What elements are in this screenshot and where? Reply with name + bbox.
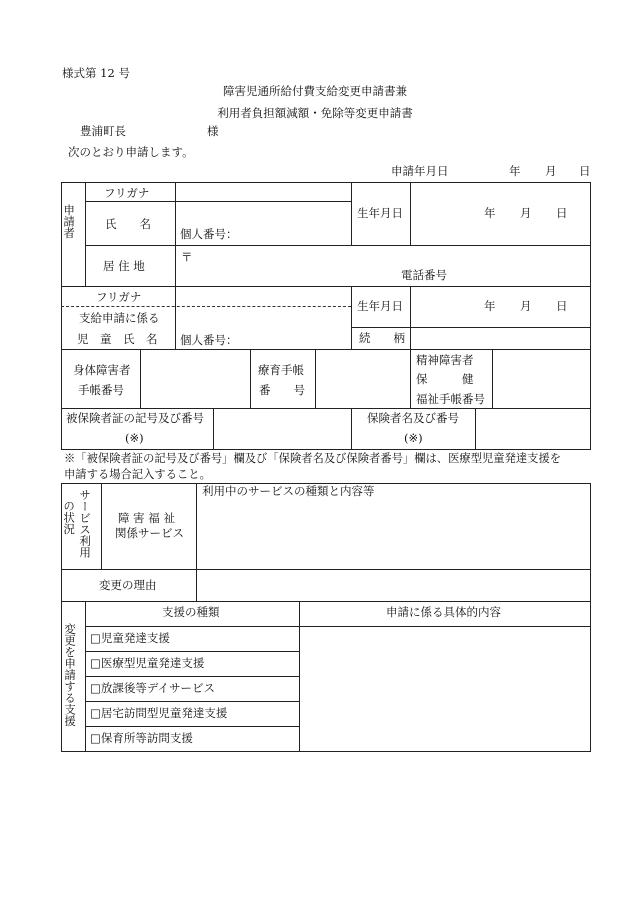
col-separator — [85, 182, 86, 286]
col-separator — [410, 182, 411, 245]
ryoiku-handbook-line-2: 番 号 — [259, 383, 305, 397]
services-in-use-header: 利用中のサービスの種類と内容等 — [202, 484, 375, 498]
child-label-line-1: 支給申請に係る — [79, 311, 160, 325]
form-number: 様式第 12 号 — [62, 66, 130, 80]
col-separator — [492, 349, 493, 409]
support-option-child-development[interactable]: □児童発達支援 — [90, 631, 170, 645]
applicant-birth-date-label: 生年月日 — [357, 206, 403, 220]
ryoiku-handbook-line-1: 療育手帳 — [258, 363, 304, 377]
mental-handbook-line-1: 精神障害者 — [416, 353, 474, 367]
col-separator — [175, 182, 176, 350]
support-option-after-school-day-service[interactable]: □放課後等デイサービス — [90, 681, 216, 695]
child-birth-day-unit: 日 — [556, 299, 568, 313]
child-birth-year-unit: 年 — [484, 299, 496, 313]
row-separator — [85, 245, 591, 246]
row-separator — [61, 569, 591, 570]
col-separator — [351, 286, 352, 350]
support-option-medical-child-development[interactable]: □医療型児童発達支援 — [90, 656, 205, 670]
mental-handbook-line-3: 福祉手帳番号 — [416, 392, 485, 406]
col-separator — [250, 349, 251, 409]
change-reason-label: 変更の理由 — [99, 578, 157, 592]
service-status-label: の状況 — [62, 500, 77, 535]
insurer-label-line-1: 保険者名及び番号 — [367, 411, 459, 425]
child-birth-date-label: 生年月日 — [357, 299, 403, 313]
intro-text: 次のとおり申請します。 — [68, 145, 194, 159]
welfare-service-line-2: 関係サービス — [115, 526, 184, 540]
row-separator — [85, 701, 299, 702]
row-separator — [85, 676, 299, 677]
row-separator — [351, 327, 591, 328]
row-separator — [61, 286, 591, 287]
col-separator — [315, 349, 316, 409]
child-my-number-label: 個人番号： — [180, 333, 238, 347]
col-separator — [140, 349, 141, 409]
child-birth-month-unit: 月 — [520, 299, 532, 313]
mental-handbook-line-2: 保 健 — [416, 372, 474, 386]
support-option-home-visit-development[interactable]: □居宅訪問型児童発達支援 — [90, 706, 228, 720]
insured-card-label-line-2: (※) — [125, 431, 144, 445]
insured-card-label-line-1: 被保険者証の記号及び番号 — [66, 411, 204, 425]
row-separator — [85, 626, 591, 627]
note-line-1: ※「被保険者証の記号及び番号」欄及び「保険者名及び保険者番号」欄は、医療型児童発達支援を — [64, 452, 562, 465]
row-separator — [85, 651, 299, 652]
applicant-name-label: 氏 名 — [105, 217, 151, 231]
applicant-furigana-label: フリガナ — [104, 186, 150, 200]
insurer-label-line-2: (※) — [404, 431, 423, 445]
support-type-header: 支援の種類 — [162, 605, 220, 619]
postal-mark: 〒 — [181, 250, 193, 264]
col-separator — [351, 408, 352, 450]
col-separator — [213, 408, 214, 450]
col-separator — [475, 408, 476, 450]
application-month-unit: 月 — [545, 164, 557, 178]
support-option-nursery-visit-support[interactable]: □保育所等訪問支援 — [90, 731, 193, 745]
note-line-2: 申請する場合記入すること。 — [64, 468, 211, 481]
child-furigana-label: フリガナ — [96, 290, 142, 304]
support-side-label: 変更を申請する支援 — [63, 623, 78, 727]
title-line-2: 利用者負担額減額・免除等変更申請書 — [217, 106, 413, 120]
col-separator — [196, 483, 197, 602]
application-date-label: 申請年月日 — [391, 164, 449, 178]
applicant-birth-month-unit: 月 — [520, 206, 532, 220]
applicant-address-label: 居 住 地 — [103, 259, 145, 273]
col-separator — [410, 349, 411, 409]
applicant-birth-day-unit: 日 — [556, 206, 568, 220]
honorific-sama: 様 — [207, 124, 219, 138]
col-separator — [299, 601, 300, 752]
applicant-furigana-separator — [85, 201, 351, 202]
title-line-1: 障害児通所給付費支給変更申請書兼 — [223, 84, 407, 98]
addressee: 豊浦町長 — [80, 124, 126, 138]
col-separator — [351, 182, 352, 245]
child-label-line-2: 児 童 氏 名 — [77, 332, 158, 346]
support-content-header: 申請に係る具体的内容 — [386, 605, 501, 619]
application-day-unit: 日 — [579, 164, 591, 178]
service-use-label: サービス利用 — [78, 489, 93, 558]
row-separator — [85, 726, 299, 727]
col-separator — [410, 286, 411, 350]
child-furigana-separator — [61, 306, 351, 307]
physical-handbook-line-1: 身体障害者 — [73, 363, 131, 377]
welfare-service-line-1: 障 害 福 祉 — [118, 511, 175, 525]
child-relation-label: 続 柄 — [359, 331, 405, 345]
applicant-birth-year-unit: 年 — [484, 206, 496, 220]
col-separator — [101, 483, 102, 569]
physical-handbook-line-2: 手帳番号 — [78, 383, 124, 397]
applicant-my-number-label: 個人番号： — [180, 227, 238, 241]
application-year-unit: 年 — [509, 164, 521, 178]
applicant-phone-label: 電話番号 — [401, 268, 447, 282]
applicant-section-label: 申請者 — [62, 204, 77, 239]
